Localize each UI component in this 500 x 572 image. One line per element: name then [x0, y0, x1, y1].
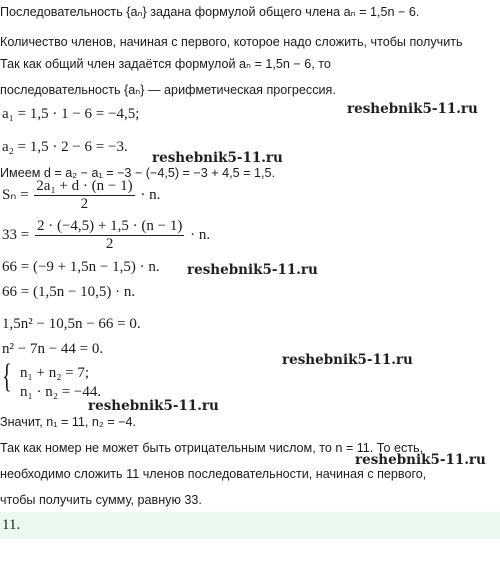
equation-left: 33 =	[2, 226, 30, 243]
answer-value: 11.	[2, 517, 21, 533]
watermark: reshebnik5-11.ru	[152, 150, 283, 166]
watermark: reshebnik5-11.ru	[347, 101, 478, 117]
watermark: reshebnik5-11.ru	[88, 398, 219, 414]
equation-33	[2, 218, 210, 253]
solution-line: последовательность {aₙ} — арифметическая прогрессия.	[0, 83, 336, 97]
equation-fraction	[35, 218, 184, 253]
system-row-product: n₁ · n₂ = −44.	[20, 384, 102, 400]
problem-statement: Последовательность {aₙ} задана формулой общего члена aₙ = 1,5n − 6.	[0, 5, 420, 19]
fraction-denominator: 2	[105, 236, 114, 252]
sum-formula-left: Sₙ =	[2, 186, 29, 203]
formula-a1: a₁ = 1,5 · 1 − 6 = −4,5;	[2, 106, 140, 122]
watermark: reshebnik5-11.ru	[187, 262, 318, 278]
reduced-quadratic: n² − 7n − 44 = 0.	[2, 341, 104, 357]
equation-66-b: 66 = (1,5n − 10,5) · n.	[2, 284, 136, 300]
difference-line: Имеем d = a₂ − a₁ = −3 − (−4,5) = −3 + 4,5 = 1,5.	[0, 166, 275, 180]
equation-66-a: 66 = (−9 + 1,5n − 1,5) · n.	[2, 259, 160, 275]
fraction-denominator: 2	[80, 196, 89, 212]
problem-question: Количество членов, начиная с первого, которое надо сложить, чтобы получить	[0, 35, 463, 49]
brace-symbol: {	[2, 358, 12, 395]
conclusion-line: Так как номер не может быть отрицательным числом, то n = 11. То есть,	[0, 441, 424, 455]
solution-line: Так как общий член задаётся формулой aₙ = 1,5n − 6, то	[0, 57, 331, 71]
fraction-numerator: 2 · (−4,5) + 1,5 · (n − 1)	[36, 218, 183, 234]
sum-formula	[2, 178, 160, 213]
system-row-sum: n₁ + n₂ = 7;	[20, 365, 90, 381]
equation-right: · n.	[190, 226, 211, 243]
sum-formula-right: · n.	[140, 186, 161, 203]
sum-formula-fraction	[34, 178, 134, 213]
roots-line: Значит, n₁ = 11, n₂ = −4.	[0, 415, 137, 429]
conclusion-line: чтобы получить сумму, равную 33.	[0, 493, 202, 507]
quadratic-equation: 1,5n² − 10,5n − 66 = 0.	[2, 316, 141, 332]
watermark: reshebnik5-11.ru	[282, 352, 413, 368]
watermark: reshebnik5-11.ru	[355, 452, 486, 468]
conclusion-line: необходимо сложить 11 членов последовательности, начиная с первого,	[0, 467, 427, 481]
formula-a2: a₂ = 1,5 · 2 − 6 = −3.	[2, 139, 128, 155]
fraction-numerator: 2a₁ + d · (n − 1)	[36, 178, 133, 194]
answer-box	[0, 512, 500, 539]
